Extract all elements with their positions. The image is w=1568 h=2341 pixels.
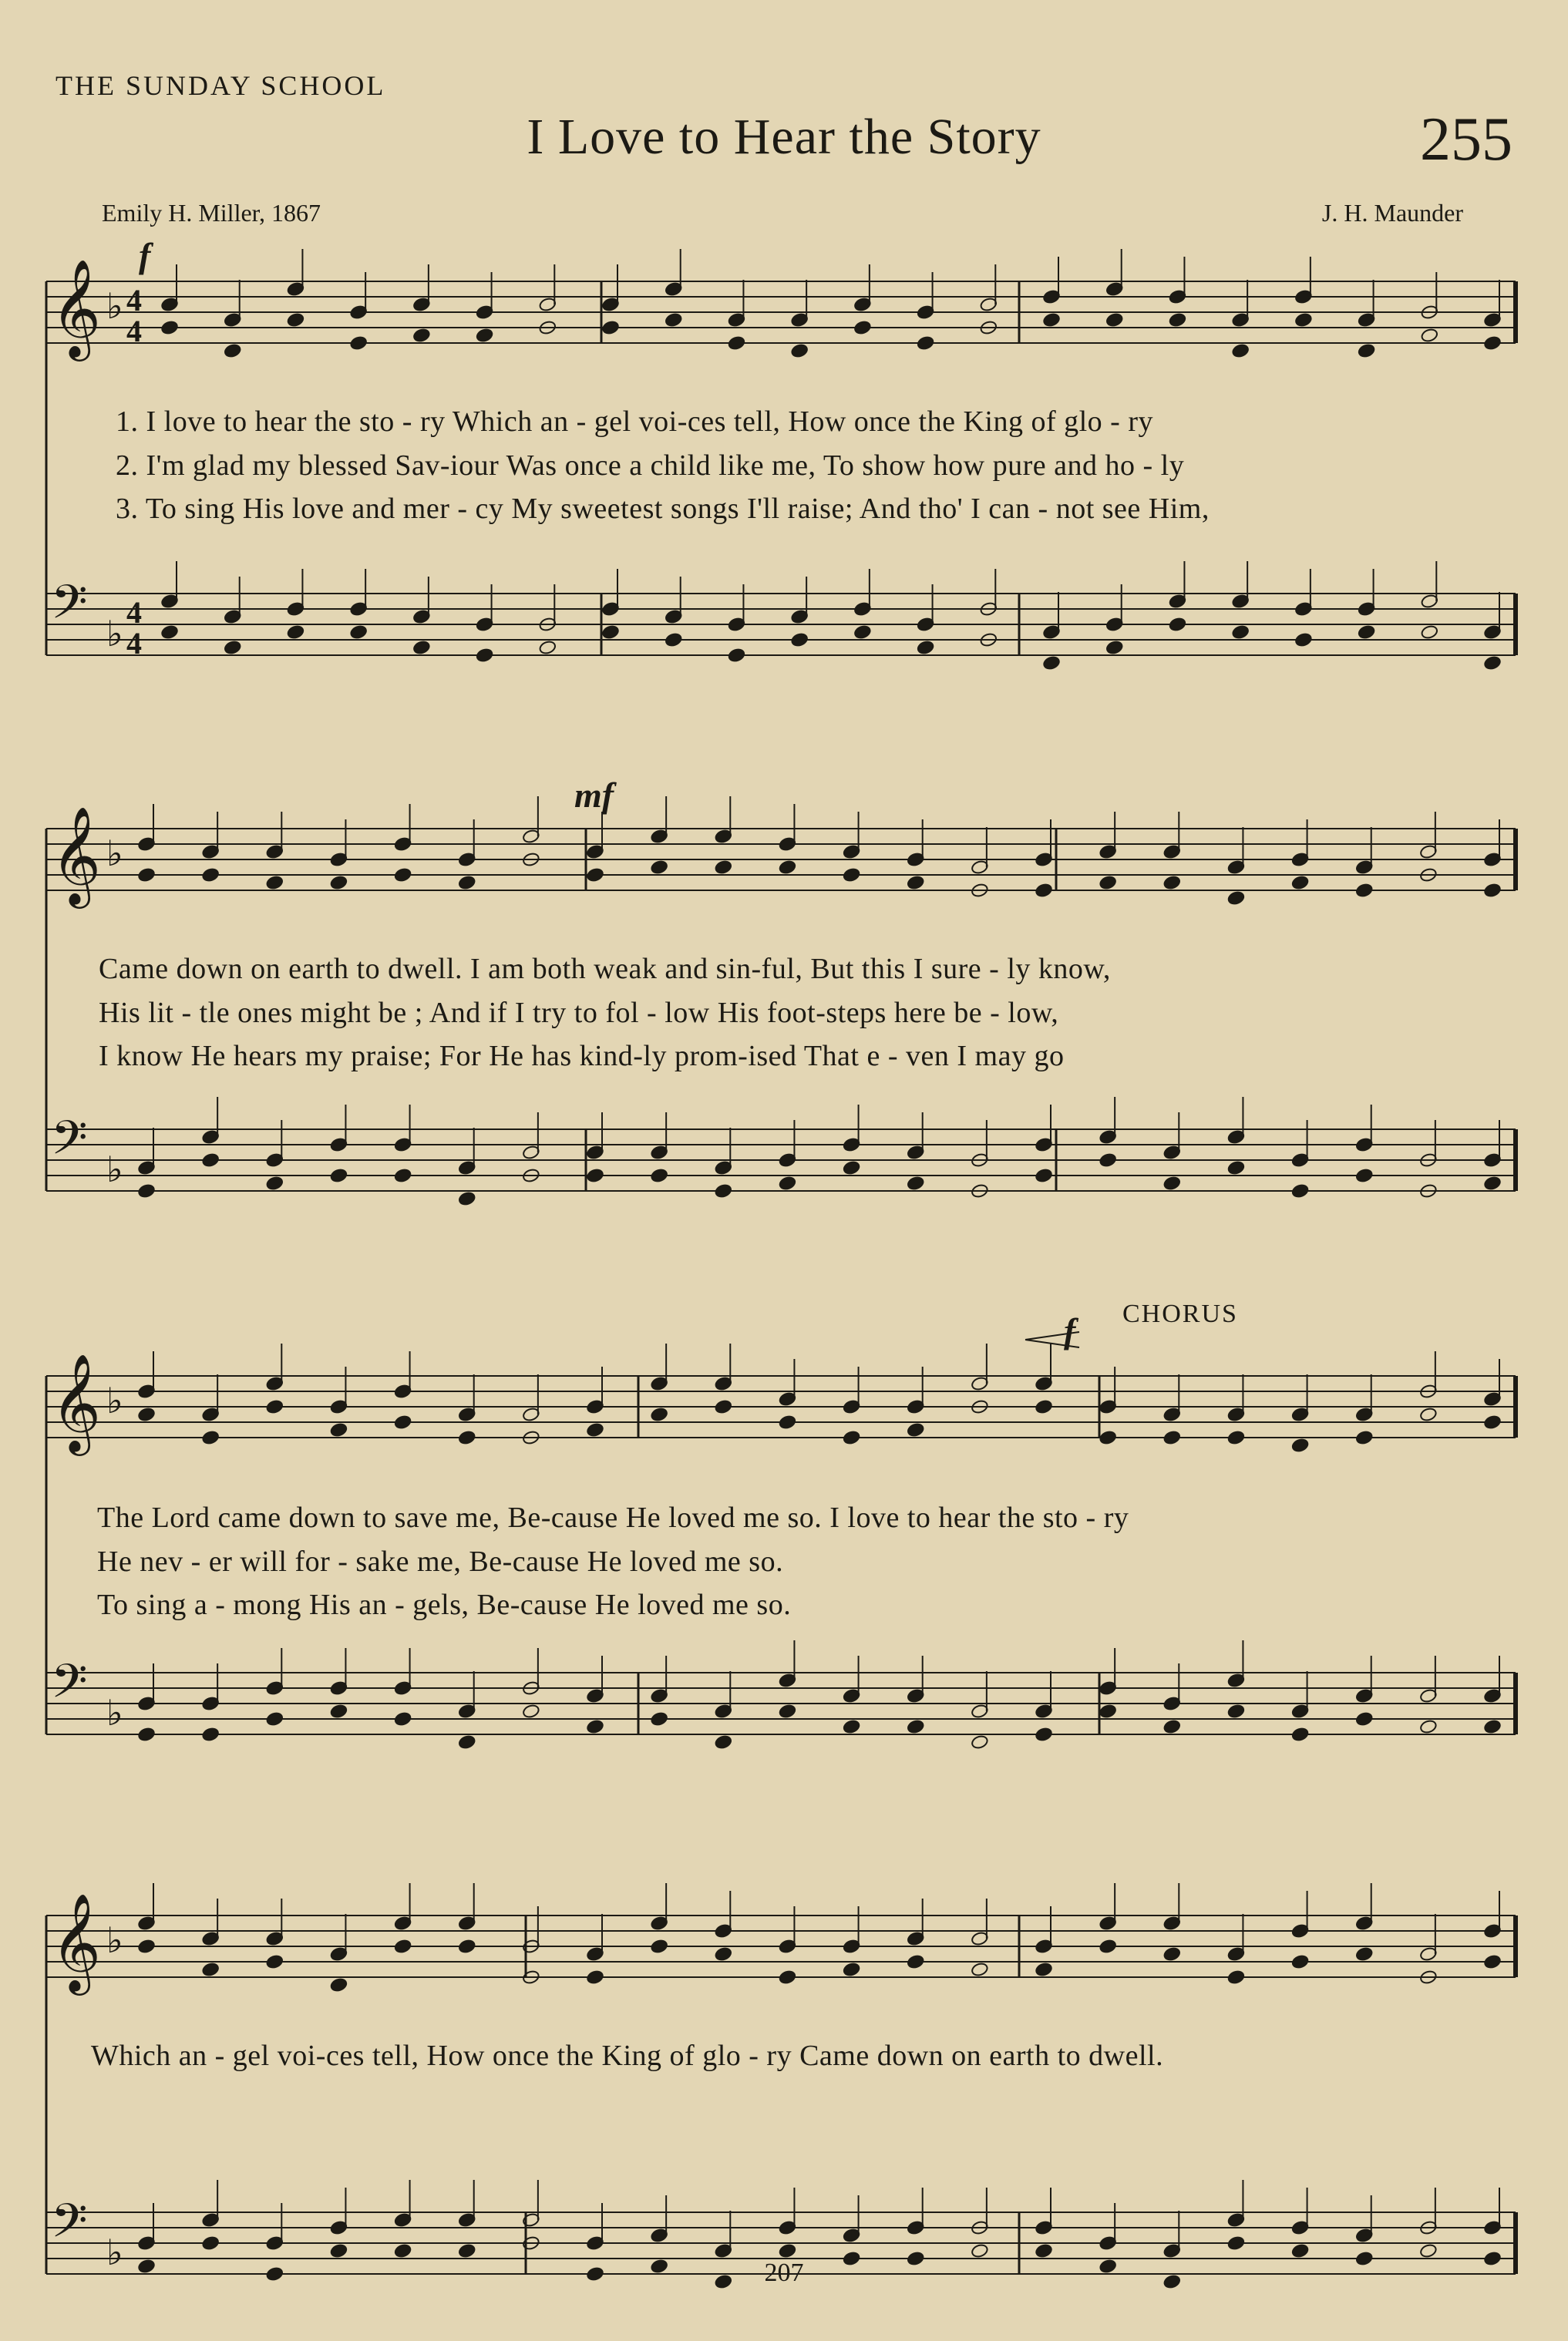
lyric-line: 2. I'm glad my blessed Sav-iour Was once a child like me, To show how pure and ho - ly	[116, 449, 1185, 482]
note-head	[1035, 1962, 1053, 1977]
lyric-line: 1. I love to hear the sto - ry Which an - gel voi-ces tell, How once the King of glo - ry	[116, 405, 1153, 438]
lyric-line: To sing a - mong His an - gels, Be-cause He loved me so.	[97, 1589, 792, 1621]
note-head	[349, 335, 368, 351]
treble-clef: 𝄞	[51, 258, 102, 357]
note-head	[714, 859, 732, 875]
note-head	[917, 335, 935, 351]
note-head	[971, 1962, 989, 1977]
flat-accidental: ♭	[106, 1692, 123, 1734]
note-head	[1483, 1719, 1502, 1734]
note-head	[394, 2243, 412, 2259]
note-head	[728, 647, 746, 663]
note-head	[714, 1734, 732, 1750]
note-head	[650, 1168, 668, 1183]
note-head	[1035, 1399, 1053, 1414]
note-head	[714, 1946, 732, 1962]
note-head	[1419, 1407, 1438, 1422]
note-head	[843, 1430, 861, 1445]
note-head	[650, 1711, 668, 1727]
note-head	[779, 1704, 797, 1719]
time-signature: 4	[126, 595, 142, 630]
note-head	[601, 320, 620, 335]
note-head	[287, 624, 305, 640]
note-head	[1042, 312, 1061, 328]
note-head	[201, 1962, 220, 1977]
note-head	[779, 1414, 797, 1430]
hymn-number: 255	[1420, 106, 1512, 173]
note-head	[1291, 1438, 1310, 1453]
running-head: THE SUNDAY SCHOOL	[56, 70, 386, 101]
note-head	[1099, 1430, 1117, 1445]
note-head	[650, 1407, 668, 1422]
note-head	[907, 1176, 925, 1191]
note-head	[650, 1939, 668, 1954]
note-head	[476, 647, 494, 663]
note-head	[907, 875, 925, 890]
note-head	[1358, 343, 1376, 358]
note-head	[412, 640, 431, 655]
note-head	[1291, 2243, 1310, 2259]
lyric-line: Which an - gel voi-ces tell, How once the King of glo - ry Came down on earth to dwell.	[91, 2040, 1164, 2072]
lyric-line: He nev - er will for - sake me, Be-cause He loved me so.	[97, 1546, 784, 1578]
note-head	[1294, 632, 1313, 647]
bass-clef: 𝄢	[51, 575, 88, 641]
note-head	[1099, 1704, 1117, 1719]
note-head	[586, 1168, 604, 1183]
note-head	[1227, 1160, 1246, 1176]
bass-clef: 𝄢	[51, 1654, 88, 1720]
note-head	[458, 1939, 476, 1954]
flat-accidental: ♭	[106, 613, 123, 654]
note-head	[843, 867, 861, 883]
note-head	[201, 2235, 220, 2251]
note-head	[907, 1422, 925, 1438]
note-head	[1099, 875, 1117, 890]
note-head	[1169, 312, 1187, 328]
note-head	[779, 1176, 797, 1191]
flat-accidental: ♭	[106, 285, 123, 327]
note-head	[853, 320, 872, 335]
note-head	[265, 1711, 284, 1727]
note-head	[1419, 1719, 1438, 1734]
note-head	[330, 875, 348, 890]
note-head	[843, 1160, 861, 1176]
page-number: 207	[764, 2259, 804, 2287]
note-head	[1231, 624, 1250, 640]
note-head	[1291, 1183, 1310, 1199]
note-head	[779, 1969, 797, 1985]
note-head	[1483, 1414, 1502, 1430]
note-head	[1227, 2235, 1246, 2251]
note-head	[1291, 1954, 1310, 1969]
note-head	[1483, 335, 1502, 351]
lyric-line: The Lord came down to save me, Be-cause He loved me so. I love to hear the sto - ry	[97, 1502, 1129, 1534]
flat-accidental: ♭	[106, 1380, 123, 1421]
composer-credit: J. H. Maunder	[1321, 199, 1463, 227]
note-head	[160, 320, 179, 335]
note-head	[853, 624, 872, 640]
note-head	[1099, 1939, 1117, 1954]
lyric-line: I know He hears my praise; For He has kind-ly prom-ised That e - ven I may go	[99, 1040, 1065, 1072]
note-head	[394, 1939, 412, 1954]
note-head	[1483, 655, 1502, 671]
note-head	[1294, 312, 1313, 328]
time-signature: 4	[126, 283, 142, 318]
time-signature: 4	[126, 314, 142, 348]
note-head	[586, 867, 604, 883]
note-head	[1105, 640, 1124, 655]
note-head	[1227, 1969, 1246, 1985]
note-head	[265, 1176, 284, 1191]
note-head	[476, 328, 494, 343]
dynamic-forte: f	[139, 236, 151, 275]
note-head	[330, 1704, 348, 1719]
note-head	[1163, 875, 1181, 890]
note-head	[137, 1407, 156, 1422]
lyric-line: His lit - tle ones might be ; And if I try to fol - low His foot-steps here be - low,	[99, 997, 1059, 1029]
treble-clef: 𝄞	[51, 1353, 102, 1451]
note-head	[1291, 1727, 1310, 1742]
note-head	[1231, 343, 1250, 358]
note-head	[394, 867, 412, 883]
lyric-line: Came down on earth to dwell. I am both weak and sin-ful, But this I sure - ly know,	[99, 953, 1111, 985]
note-head	[1291, 875, 1310, 890]
note-head	[458, 1734, 476, 1750]
dynamic-mezzo-forte: mf	[574, 775, 614, 815]
note-head	[522, 1704, 540, 1719]
note-head	[394, 1168, 412, 1183]
note-head	[201, 867, 220, 883]
flat-accidental: ♭	[106, 2232, 123, 2273]
note-head	[1355, 1430, 1374, 1445]
note-head	[1035, 2243, 1053, 2259]
hymn-title: I Love to Hear the Story	[527, 109, 1041, 165]
note-head	[971, 2243, 989, 2259]
note-head	[586, 1719, 604, 1734]
note-head	[1163, 1176, 1181, 1191]
note-head	[1483, 1954, 1502, 1969]
note-head	[586, 1969, 604, 1985]
note-head	[330, 2243, 348, 2259]
note-head	[1105, 312, 1124, 328]
note-head	[458, 1191, 476, 1206]
note-head	[1163, 1430, 1181, 1445]
note-head	[1355, 1711, 1374, 1727]
note-head	[330, 1977, 348, 1993]
note-head	[265, 1954, 284, 1969]
treble-clef: 𝄞	[51, 806, 102, 904]
note-head	[665, 632, 683, 647]
lyricist-credit: Emily H. Miller, 1867	[102, 199, 321, 227]
note-head	[265, 1399, 284, 1414]
note-head	[779, 2243, 797, 2259]
note-head	[349, 624, 368, 640]
bass-clef: 𝄢	[51, 1111, 88, 1177]
note-head	[265, 875, 284, 890]
note-head	[790, 343, 809, 358]
bass-clef: 𝄢	[51, 2194, 88, 2260]
note-head	[907, 1719, 925, 1734]
time-signature: 4	[126, 626, 142, 661]
note-head	[601, 624, 620, 640]
note-head	[394, 1711, 412, 1727]
note-head	[907, 1954, 925, 1969]
note-head	[1099, 1152, 1117, 1168]
note-head	[1169, 617, 1187, 632]
note-head	[714, 1183, 732, 1199]
note-head	[917, 640, 935, 655]
flat-accidental: ♭	[106, 832, 123, 874]
note-head	[160, 624, 179, 640]
note-head	[1227, 1704, 1246, 1719]
treble-clef: 𝄞	[51, 1892, 102, 1991]
note-head	[1355, 1168, 1374, 1183]
note-head	[586, 1422, 604, 1438]
note-head	[1042, 655, 1061, 671]
note-head	[665, 312, 683, 328]
note-head	[1483, 1176, 1502, 1191]
note-head	[1355, 1946, 1374, 1962]
note-head	[843, 1719, 861, 1734]
note-head	[1420, 624, 1438, 640]
note-head	[224, 343, 242, 358]
note-head	[790, 632, 809, 647]
note-head	[538, 640, 557, 655]
note-head	[137, 1727, 156, 1742]
note-head	[287, 312, 305, 328]
dynamic-forte-chorus: f	[1064, 1311, 1076, 1350]
note-head	[1419, 2243, 1438, 2259]
note-head	[330, 1422, 348, 1438]
note-head	[458, 2243, 476, 2259]
note-head	[1227, 890, 1246, 906]
note-head	[412, 328, 431, 343]
flat-accidental: ♭	[106, 1919, 123, 1961]
note-head	[650, 859, 668, 875]
note-head	[1227, 1430, 1246, 1445]
note-head	[458, 875, 476, 890]
note-head	[1163, 1946, 1181, 1962]
note-head	[1035, 1168, 1053, 1183]
chorus-label: CHORUS	[1122, 1300, 1238, 1328]
note-head	[1035, 883, 1053, 898]
note-head	[330, 1168, 348, 1183]
note-head	[394, 1414, 412, 1430]
note-head	[201, 1727, 220, 1742]
note-head	[1420, 328, 1438, 343]
flat-accidental: ♭	[106, 1149, 123, 1190]
note-head	[1483, 883, 1502, 898]
note-head	[137, 867, 156, 883]
note-head	[1355, 883, 1374, 898]
lyric-line: 3. To sing His love and mer - cy My sweetest songs I'll raise; And tho' I can - not see Him,	[116, 493, 1210, 525]
note-head	[714, 1399, 732, 1414]
note-head	[137, 1939, 156, 1954]
note-head	[728, 335, 746, 351]
note-head	[1035, 1727, 1053, 1742]
note-head	[201, 1430, 220, 1445]
note-head	[137, 1183, 156, 1199]
note-head	[971, 1734, 989, 1750]
note-head	[458, 1430, 476, 1445]
note-head	[843, 1962, 861, 1977]
note-head	[224, 640, 242, 655]
note-head	[779, 859, 797, 875]
note-head	[201, 1152, 220, 1168]
note-head	[1163, 1719, 1181, 1734]
note-head	[1358, 624, 1376, 640]
